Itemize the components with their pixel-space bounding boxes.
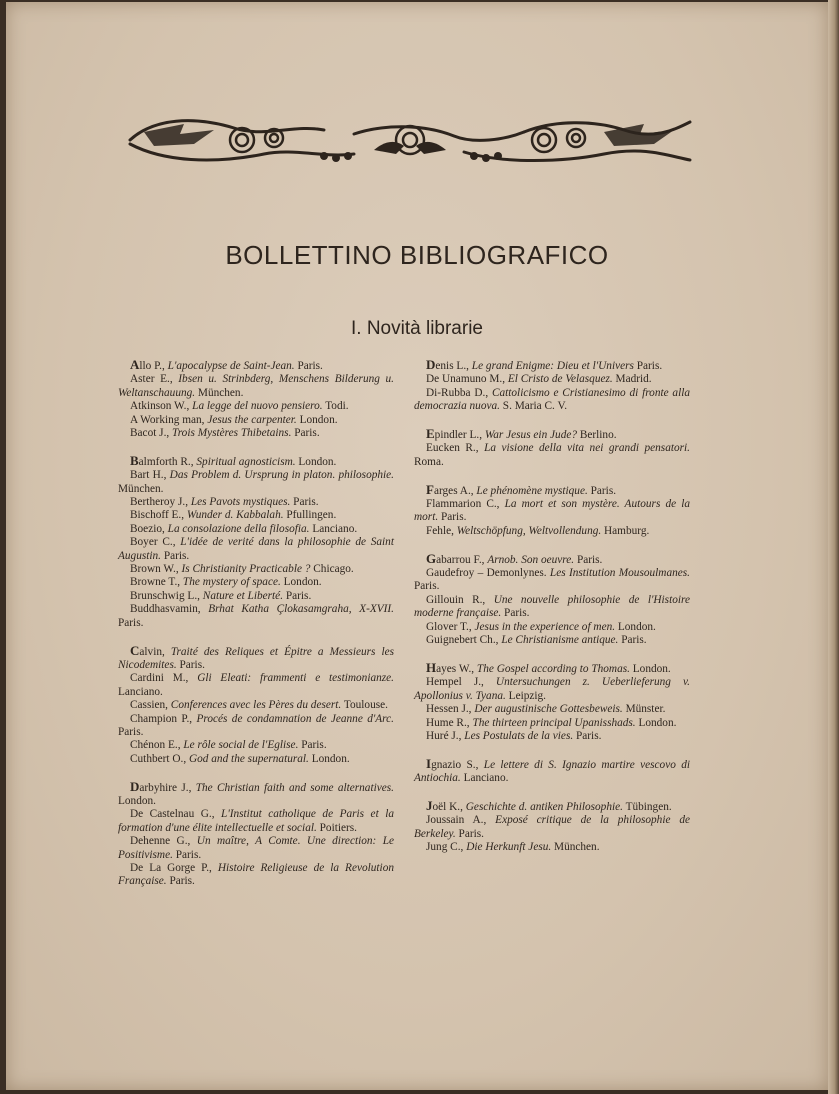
entry-author: Cuthbert O.,: [130, 752, 189, 765]
bibliography-entry: [118, 699, 394, 712]
bibliography-entry: [118, 400, 394, 413]
entry-place: Paris.: [118, 725, 144, 738]
entry-title: Le Christianisme antique.: [501, 634, 619, 647]
entry-author: Bacot J.,: [130, 427, 173, 440]
entry-title: Ibsen u. Strinbderg, Menschens Bilderung u. Weltanschauung.: [118, 373, 394, 399]
entry-author: Brunschwig L.,: [130, 589, 203, 602]
entry-title: Die Herkunft Jesu.: [466, 841, 552, 854]
entry-place: Paris.: [438, 511, 467, 524]
entry-title: Brhat Katha Çlokasamgraha, X-XVII.: [208, 603, 394, 616]
entry-place: Paris.: [290, 496, 319, 509]
group-gap: [414, 414, 690, 427]
entry-place: Toulouse.: [341, 699, 388, 712]
entry-author: Aster E.,: [130, 373, 179, 386]
entry-title: Wunder d. Kabbalah.: [186, 509, 284, 522]
bibliography-entry: [414, 757, 690, 786]
entry-place: London.: [635, 716, 677, 729]
entry-title: Trois Mystères Thibetains.: [172, 427, 292, 440]
entry-author: Chénon E.,: [130, 739, 184, 752]
bibliography-entry: [118, 780, 394, 809]
bibliography-entry: [118, 373, 394, 400]
entry-title: Un maître, A Comte. Une direction: Le Positivisme.: [118, 835, 394, 861]
entry-title: Conferences avec les Pères du desert.: [170, 699, 342, 712]
section-heading: I. Novità librarie: [351, 318, 483, 339]
entry-title: La consolazione della filosofia.: [167, 522, 310, 535]
entry-title: Jesus in the experience of men.: [474, 620, 616, 633]
entry-place: Madrid.: [612, 373, 652, 386]
entry-place: Berlino.: [577, 429, 617, 442]
entry-author: Bart H.,: [130, 469, 170, 482]
entry-author: Jung C.,: [426, 841, 467, 854]
entry-place: Leipzig.: [505, 689, 546, 702]
bibliography-entry: [414, 676, 690, 703]
bibliography-entry: [414, 373, 690, 386]
bibliography-entry: [118, 414, 394, 427]
entry-place: Paris.: [455, 827, 484, 840]
entry-author: Dehenne G.,: [130, 835, 197, 848]
entry-place: Paris.: [298, 739, 327, 752]
bibliography-entry: [118, 576, 394, 589]
bibliography-entry: [414, 621, 690, 634]
decorative-ornament-banner: [124, 110, 696, 172]
entry-place: Paris.: [574, 553, 603, 566]
entry-place: London.: [629, 662, 671, 675]
bibliography-entry: [414, 594, 690, 621]
right-column: [414, 358, 690, 855]
entry-title: La visione della vita nei grandi pensatori.: [484, 442, 690, 455]
entry-place: Münster.: [622, 703, 666, 716]
entry-author: Balmforth R.,: [130, 452, 197, 468]
bibliography-entry: [118, 590, 394, 603]
page-title: BOLLETTINO BIBLIOGRAFICO: [225, 240, 609, 270]
entry-author: De La Gorge P.,: [130, 861, 218, 874]
bibliography-entry: [414, 717, 690, 730]
entry-place: London.: [280, 576, 322, 589]
entry-author: Hayes W.,: [426, 659, 477, 675]
entry-author: Gillouin R.,: [426, 593, 494, 606]
entry-place: Roma.: [414, 455, 444, 468]
entry-title: Weltschöpfung, Weltvollendung.: [456, 524, 602, 537]
entry-place: London.: [295, 455, 337, 468]
entry-title: War Jesus ein Jude?: [484, 429, 578, 442]
entry-author: Boyer C.,: [130, 536, 181, 549]
bibliography-entry: [118, 603, 394, 630]
entry-place: Paris.: [161, 549, 190, 562]
entry-place: Poitiers.: [316, 821, 357, 834]
entry-author: Calvin,: [130, 642, 171, 658]
entry-title: The mystery of space.: [182, 576, 281, 589]
entry-author: Darbyhire J.,: [130, 778, 196, 794]
bibliography-entry: [414, 387, 690, 414]
entry-title: L'Institut catholique de Paris et la formation d'une élite intellectuelle et social.: [118, 808, 394, 834]
bibliography-entry: [118, 509, 394, 522]
entry-place: Paris.: [587, 484, 617, 497]
bibliography-entry: [414, 358, 690, 373]
entry-author: De Unamuno M.,: [426, 373, 508, 386]
bibliography-entry: [118, 713, 394, 740]
entry-author: Fehle,: [426, 524, 457, 537]
bibliography-entry: [118, 523, 394, 536]
entry-author: Gaudefroy – Demonlynes.: [426, 567, 550, 580]
entry-place: München.: [195, 386, 244, 399]
bibliography-entry: [118, 427, 394, 440]
entry-author: Gabarrou F.,: [426, 550, 488, 566]
entry-author: Flammarion C.,: [426, 498, 505, 511]
entry-author: Huré J.,: [426, 729, 465, 742]
bibliography-entry: [118, 753, 394, 766]
entry-place: Lanciano.: [460, 772, 509, 785]
entry-title: Les Pavots mystiques.: [190, 496, 291, 509]
entry-author: Atkinson W.,: [130, 400, 193, 413]
bibliography-entry: [118, 358, 394, 373]
bibliography-entry: [414, 552, 690, 567]
entry-title: Jesus the carpenter.: [207, 413, 297, 426]
bibliography-entry: [414, 841, 690, 854]
bibliography-entry: [414, 799, 690, 814]
entry-author: De Castelnau G.,: [130, 808, 222, 821]
entry-title: Traité des Reliques et Épitre a Messieurs les Nicodemites.: [118, 645, 394, 671]
entry-title: Procés de condamnation de Jeanne d'Arc.: [196, 712, 394, 725]
group-gap: [414, 786, 690, 799]
entry-place: Paris.: [414, 580, 440, 593]
entry-author: Ignazio S.,: [426, 755, 484, 771]
entry-author: Glover T.,: [426, 620, 475, 633]
bibliography-entry: [414, 661, 690, 676]
bibliography-entry: [118, 808, 394, 835]
entry-title: The Gospel according to Thomas.: [476, 662, 630, 675]
entry-author: Di-Rubba D.,: [426, 386, 492, 399]
entry-author: Denis L.,: [426, 357, 472, 372]
bibliography-entry: [414, 814, 690, 841]
entry-title: Is Christianity Practicable ?: [181, 563, 311, 576]
entry-place: Paris.: [118, 616, 144, 629]
bibliography-entry: [414, 442, 690, 469]
bibliography-entry: [414, 498, 690, 525]
entry-title: Histoire Religieuse de la Revolution Française.: [118, 861, 394, 888]
entry-place: Paris.: [573, 729, 602, 742]
group-gap: [118, 630, 394, 643]
entry-place: Chicago.: [310, 563, 354, 576]
entry-author: Hessen J.,: [426, 703, 475, 716]
entry-author: Buddhasvamin,: [130, 603, 209, 616]
bibliography-entry: [414, 483, 690, 498]
entry-place: Lanciano.: [118, 685, 163, 698]
entry-place: Paris.: [283, 589, 312, 602]
entry-place: München.: [118, 482, 164, 495]
entry-place: S. Maria C. V.: [499, 400, 568, 413]
bibliography-entry: [414, 730, 690, 743]
entry-place: Tübingen.: [622, 800, 672, 813]
entry-title: L'idée de verité dans la philosophie de Saint Augustin.: [118, 536, 394, 562]
entry-title: The Christian faith and some alternatives.: [195, 781, 394, 794]
group-gap: [118, 440, 394, 453]
bibliography-entry: [118, 835, 394, 862]
entry-author: A Working man,: [130, 413, 208, 426]
bibliography-entry: [118, 496, 394, 509]
entry-author: Bischoff E.,: [130, 509, 187, 522]
entry-place: Lanciano.: [309, 522, 358, 535]
entry-place: Paris.: [294, 360, 323, 372]
entry-place: Pfullingen.: [283, 509, 337, 522]
entry-author: Browne T.,: [130, 576, 183, 589]
entry-title: Geschichte d. antiken Philosophie.: [465, 800, 623, 813]
entry-author: Champion P.,: [130, 712, 197, 725]
entry-place: Paris.: [501, 607, 530, 620]
entry-title: Spiritual agnosticism.: [196, 455, 296, 468]
entry-author: Hume R.,: [426, 716, 473, 729]
entry-place: Paris.: [291, 427, 320, 440]
bibliography-entry: [118, 536, 394, 563]
entry-title: Le phénomène mystique.: [476, 484, 588, 497]
entry-place: Paris.: [166, 875, 195, 888]
entry-author: Joël K.,: [426, 797, 466, 813]
entry-place: München.: [551, 841, 600, 854]
entry-place: London.: [118, 794, 156, 807]
entry-title: Nature et Liberté.: [202, 589, 284, 602]
entry-author: Guignebert Ch.,: [426, 634, 502, 647]
bibliography-entry: [118, 469, 394, 496]
entry-place: Paris.: [176, 658, 205, 671]
bibliography-entry: [414, 703, 690, 716]
bibliography-entry: [118, 739, 394, 752]
entry-title: La mort et son mystère. Autours de la mort.: [414, 498, 690, 524]
entry-title: La legge del nuovo pensiero.: [192, 400, 323, 413]
entry-title: El Cristo de Velasquez.: [507, 373, 613, 386]
entry-author: Cassien,: [130, 699, 171, 712]
entry-title: Le rôle social de l'Eglise.: [183, 739, 299, 752]
entry-title: Das Problem d. Ursprung in platon. philosophie.: [169, 469, 395, 482]
entry-title: The thirteen principal Upanisshads.: [472, 716, 636, 729]
left-column: [118, 358, 394, 889]
entry-title: Le grand Enigme: Dieu et l'Univers: [471, 360, 634, 372]
entry-title: Le lettere di S. Ignazio martire vescovo di Antiochia.: [414, 758, 690, 785]
book-edge: [828, 0, 839, 1094]
entry-place: London.: [308, 752, 350, 765]
entry-title: L'apocalypse de Saint-Jean.: [167, 360, 295, 372]
entry-author: Bertheroy J.,: [130, 496, 191, 509]
bibliography-entry: [118, 862, 394, 889]
entry-title: Les Institution Mousoulmanes.: [549, 567, 690, 580]
group-gap: [414, 647, 690, 660]
entry-title: Arnob. Son oeuvre.: [487, 553, 575, 566]
entry-title: Les Postulats de la vies.: [464, 729, 574, 742]
entry-place: London.: [615, 620, 656, 633]
entry-author: Boezio,: [130, 522, 168, 535]
bibliography-entry: [118, 644, 394, 673]
entry-place: Todi.: [322, 400, 349, 413]
entry-place: Paris.: [618, 634, 647, 647]
entry-author: Allo P.,: [130, 357, 168, 372]
bibliography-entry: [414, 525, 690, 538]
entry-author: Epindler L.,: [426, 426, 485, 442]
entry-title: Cattolicismo e Cristianesimo di fronte alla democrazia nuova.: [414, 386, 690, 413]
entry-title: Untersuchungen z. Ueberlieferung v. Apollonius v. Tyana.: [414, 676, 690, 702]
bibliography-entry: [414, 634, 690, 647]
group-gap: [414, 538, 690, 551]
entry-place: Paris.: [633, 360, 663, 372]
entry-author: Eucken R.,: [426, 442, 485, 455]
bibliography-entry: [414, 427, 690, 442]
entry-title: Der augustinische Gottesbeweis.: [474, 703, 623, 716]
entry-title: Gli Eleati: frammenti e testimonianze.: [197, 672, 394, 685]
bibliography-entry: [118, 454, 394, 469]
group-gap: [414, 469, 690, 482]
entry-author: Brown W.,: [130, 563, 182, 576]
group-gap: [118, 766, 394, 779]
entry-author: Hempel J.,: [426, 676, 496, 689]
group-gap: [414, 743, 690, 756]
entry-title: Exposé critique de la philosophie de Berkeley.: [414, 814, 690, 840]
entry-title: Une nouvelle philosophie de l'Histoire moderne française.: [414, 593, 690, 620]
entry-author: Joussain A.,: [426, 814, 496, 827]
entry-place: London.: [296, 413, 338, 426]
bibliography-entry: [414, 567, 690, 594]
bibliography-entry: [118, 672, 394, 699]
journal-page: [6, 2, 828, 1090]
entry-place: Paris.: [172, 848, 202, 861]
entry-author: Farges A.,: [426, 481, 477, 497]
entry-title: God and the supernatural.: [189, 752, 309, 765]
entry-place: Hamburg.: [601, 524, 650, 537]
entry-author: Cardini M.,: [130, 672, 198, 685]
bibliography-entry: [118, 563, 394, 576]
